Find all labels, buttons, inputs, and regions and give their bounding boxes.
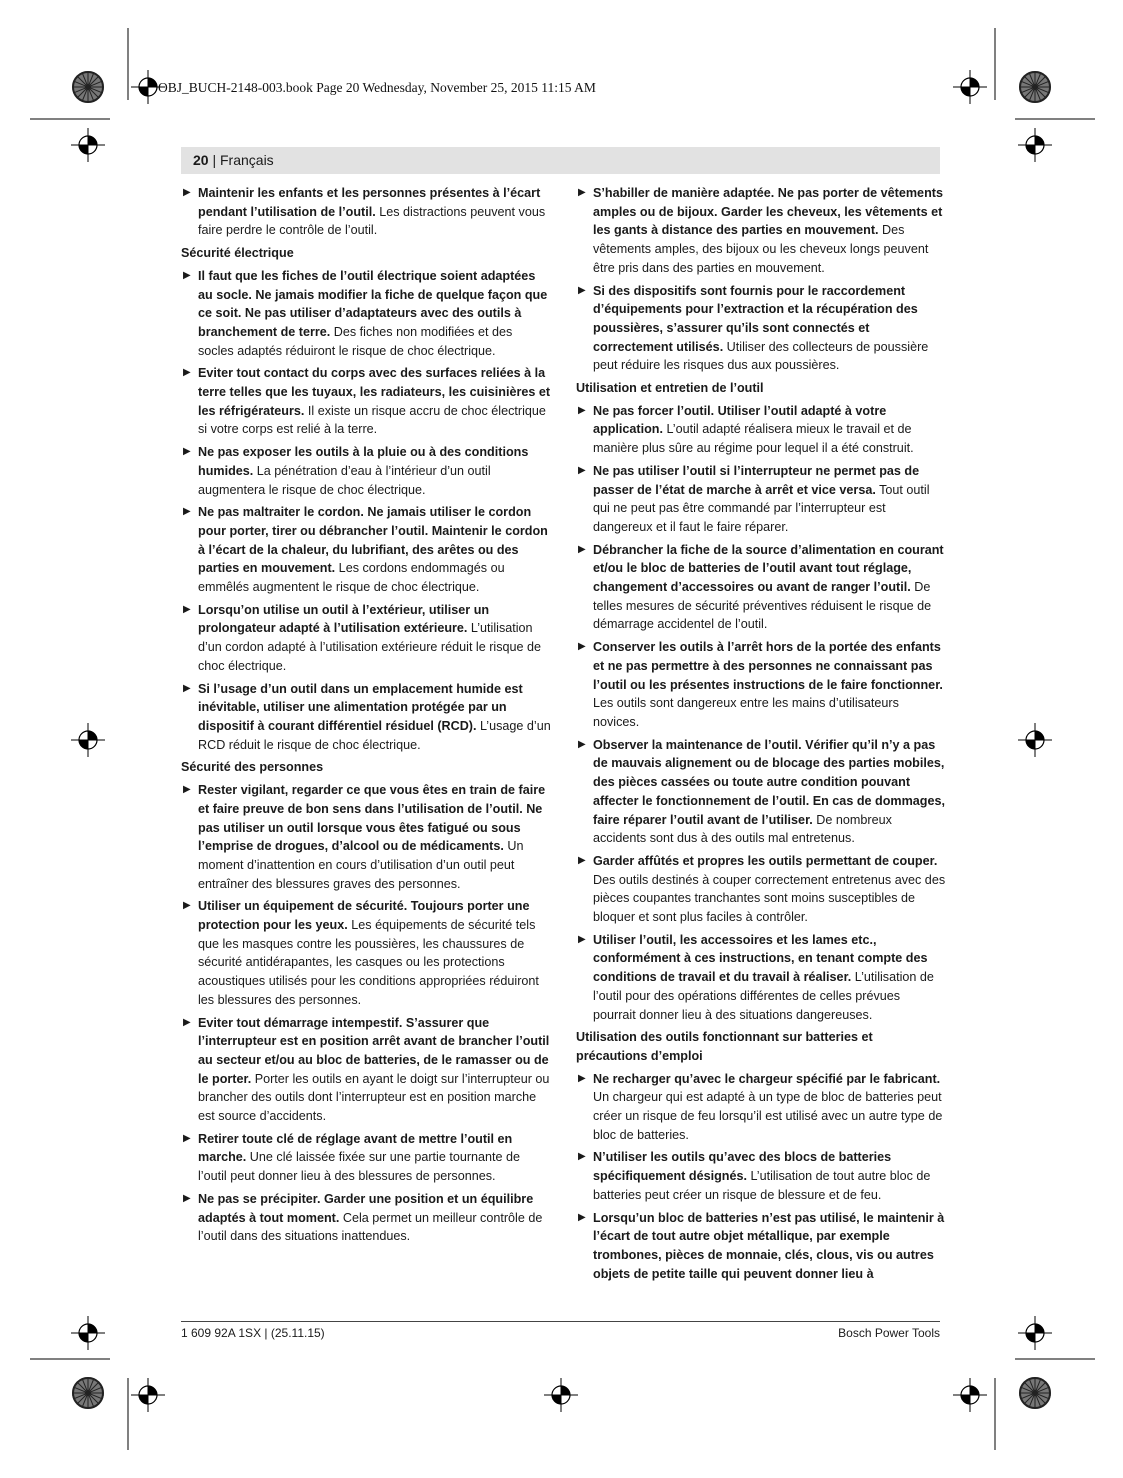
file-info-slug: OBJ_BUCH-2148-003.book Page 20 Wednesday, November 25, 2015 11:15 AM xyxy=(158,80,596,95)
registration-mark-icon xyxy=(1018,723,1052,757)
instruction-bold: Ne pas exposer les outils à la pluie ou à des conditions humides. xyxy=(198,445,529,478)
section-heading: Sécurité des personnes xyxy=(181,760,324,775)
instruction-bold: Ne pas utiliser l’outil si l’interrupteur ne permet pas de passer de l’état de marche à arrêt et vice versa. xyxy=(593,463,920,497)
safety-instruction xyxy=(576,462,946,537)
triangle-bullet-icon: ▶ xyxy=(578,738,586,750)
left-column xyxy=(181,184,551,1250)
instruction-text: Des vêtements amples, des bijoux ou les cheveux longs peuvent être pris dans des parties en mouvement. xyxy=(593,223,929,275)
instruction-text: Il existe un risque accru de choc électrique si votre corps est relié à la terre. xyxy=(198,403,546,437)
safety-instruction xyxy=(181,1190,551,1246)
section-heading: Utilisation des outils fonctionnant sur batteries et précautions d’emploi xyxy=(576,1030,873,1063)
page-number: 20 xyxy=(193,152,209,168)
safety-instruction xyxy=(576,402,946,458)
instruction-text: Les équipements de sécurité tels que les masques contre les poussières, les chaussures de sécurité antidérapantes, les casques ou les protections acoustiques utilisés pour les conditions appropriées réduiront les blessures des personnes. xyxy=(198,918,539,1007)
registration-mark-icon xyxy=(1018,128,1052,162)
registration-mark-icon xyxy=(71,128,105,162)
instruction-bold: Retirer toute clé de réglage avant de mettre l’outil en marche. xyxy=(198,1131,513,1165)
triangle-bullet-icon: ▶ xyxy=(183,1016,191,1028)
instruction-text: Tout outil qui ne peut pas être commandé par l’interrupteur est dangereux et il faut le faire réparer. xyxy=(593,482,930,534)
safety-instruction xyxy=(576,541,946,635)
right-column xyxy=(576,184,946,1287)
instruction-text: De nombreux accidents sont dus à des outils mal entretenus. xyxy=(593,812,892,846)
instruction-bold: Lorsqu’un bloc de batteries n’est pas utilisé, le maintenir à l’écart de tout autre objet métallique, par exemple trombones, pièces de monnaie, clés, clous, vis ou autres objets de petite taille qui peuvent donner lieu à xyxy=(593,1210,945,1281)
instruction-bold: Observer la maintenance de l’outil. Vérifier qu’il n’y a pas de mauvais alignement ou de blocage des parties mobiles, des pièces cassées ou toute autre condition pouvant affecter le fonctionnement de l’outil. En cas de dommages, faire réparer l’outil avant de l’utiliser. xyxy=(593,737,945,827)
instruction-bold: Il faut que les fiches de l’outil électrique soient adaptées au socle. Ne jamais modifier la fiche de quelque façon que ce soit. Ne pas utiliser d’adaptateurs avec des outils à branchement de terre. xyxy=(198,268,548,339)
registration-mark-icon xyxy=(544,1378,578,1412)
instruction-bold: N’utiliser les outils qu’avec des blocs de batteries spécifiquement désignés. xyxy=(593,1150,892,1184)
safety-instruction xyxy=(181,601,551,676)
triangle-bullet-icon: ▶ xyxy=(183,269,191,281)
triangle-bullet-icon: ▶ xyxy=(578,641,586,653)
registration-mark-icon xyxy=(953,1378,987,1412)
triangle-bullet-icon: ▶ xyxy=(183,187,191,198)
section-heading: Utilisation et entretien de l’outil xyxy=(576,381,764,396)
instruction-text: La pénétration d’eau à l’intérieur d’un outil augmentera le risque de choc électrique. xyxy=(198,463,491,497)
triangle-bullet-icon: ▶ xyxy=(183,1132,191,1144)
instruction-text: Les distractions peuvent vous faire perdre le contrôle de l’outil. xyxy=(198,204,546,238)
instruction-text: L’usage d’un RCD réduit le risque de choc électrique. xyxy=(198,718,551,752)
page-header-band xyxy=(181,147,940,174)
safety-instruction xyxy=(576,736,946,848)
safety-instruction xyxy=(576,1209,946,1284)
footer-brand: Bosch Power Tools xyxy=(838,1326,940,1340)
triangle-bullet-icon: ▶ xyxy=(578,464,586,476)
instruction-bold: Si des dispositifs sont fournis pour le raccordement d’équipements pour l’extraction et la récupération des poussières, s’assurer qu’ils sont connectés et correctement utilisés. xyxy=(593,283,918,354)
instruction-text: L’utilisation de l’outil pour des opérations différentes de celles prévues pourrait donner lieu à des situations dangereuses. xyxy=(593,970,934,1022)
instruction-text: De telles mesures de sécurité préventives réduisent le risque de démarrage accidentel de l’outil. xyxy=(593,580,932,632)
safety-instruction xyxy=(181,364,551,439)
triangle-bullet-icon: ▶ xyxy=(183,367,191,379)
triangle-bullet-icon: ▶ xyxy=(183,682,191,694)
instruction-bold: Débrancher la fiche de la source d’alimentation en courant et/ou le bloc de batteries de l’outil avant tout réglage, changement d’accessoires ou avant de ranger l’outil. xyxy=(593,542,944,595)
instruction-bold: Utiliser l’outil, les accessoires et les lames etc., conformément à ces instructions, en tenant compte des conditions de travail et du travail à réaliser. xyxy=(593,932,928,985)
safety-instruction xyxy=(181,443,551,499)
color-bar-star-icon xyxy=(1019,71,1051,103)
triangle-bullet-icon: ▶ xyxy=(183,1192,191,1204)
safety-instruction xyxy=(576,638,946,732)
registration-mark-icon xyxy=(71,1316,105,1350)
color-bar-star-icon xyxy=(72,71,104,103)
triangle-bullet-icon: ▶ xyxy=(578,1072,586,1084)
triangle-bullet-icon: ▶ xyxy=(578,854,586,866)
safety-instruction xyxy=(181,897,551,1009)
instruction-text: Les outils sont dangereux entre les mains d’utilisateurs novices. xyxy=(593,696,899,729)
safety-instruction xyxy=(181,781,551,893)
instruction-bold: Utiliser un équipement de sécurité. Toujours porter une protection pour les yeux. xyxy=(198,899,530,933)
instruction-text: L’outil adapté réalisera mieux le travail et de manière plus sûre au régime pour lequel il a été construit. xyxy=(593,422,914,456)
triangle-bullet-icon: ▶ xyxy=(578,933,586,945)
triangle-bullet-icon: ▶ xyxy=(578,187,586,198)
instruction-text: L’utilisation d’un cordon adapté à l’utilisation extérieure réduit le risque de choc électrique. xyxy=(198,621,542,673)
registration-mark-icon xyxy=(71,723,105,757)
safety-instruction xyxy=(576,931,946,1025)
safety-instruction xyxy=(181,680,551,755)
instruction-text: Un moment d’inattention en cours d’utilisation d’un outil peut entraîner des blessures graves des personnes. xyxy=(198,839,524,891)
instruction-bold: S’habiller de manière adaptée. Ne pas porter de vêtements amples ou de bijoux. Garder les cheveux, les vêtements et les gants à distance des parties en mouvement. xyxy=(593,186,943,238)
footer-rule xyxy=(181,1321,940,1322)
triangle-bullet-icon: ▶ xyxy=(183,900,191,912)
safety-instruction xyxy=(181,503,551,597)
triangle-bullet-icon: ▶ xyxy=(578,284,586,296)
instruction-text: L’utilisation de tout autre bloc de batteries peut créer un risque de blessure et de feu. xyxy=(593,1169,931,1202)
triangle-bullet-icon: ▶ xyxy=(578,404,586,416)
instruction-bold: Ne pas forcer l’outil. Utiliser l’outil adapté à votre application. xyxy=(593,403,887,437)
instruction-bold: Lorsqu’on utilise un outil à l’extérieur, utiliser un prolongateur adapté à l’utilisation extérieure. xyxy=(198,602,490,636)
color-bar-star-icon xyxy=(1019,1377,1051,1409)
instruction-bold: Eviter tout démarrage intempestif. S’assurer que l’interrupteur est en position arrêt avant de brancher l’outil au secteur et/ou au bloc de batteries, de le ramasser ou de le porter. xyxy=(198,1015,550,1086)
registration-mark-icon xyxy=(953,70,987,104)
safety-instruction xyxy=(181,1130,551,1186)
registration-mark-icon xyxy=(1018,1316,1052,1350)
triangle-bullet-icon: ▶ xyxy=(183,784,191,796)
instruction-bold: Maintenir les enfants et les personnes présentes à l’écart pendant l’utilisation de l’outil. xyxy=(198,186,541,219)
safety-instruction xyxy=(181,184,551,240)
safety-instruction xyxy=(181,267,551,361)
color-bar-star-icon xyxy=(72,1377,104,1409)
safety-instruction xyxy=(576,852,946,927)
triangle-bullet-icon: ▶ xyxy=(578,543,586,555)
instruction-bold: Garder affûtés et propres les outils permettant de couper. xyxy=(593,853,938,868)
header-language: Français xyxy=(220,152,274,168)
triangle-bullet-icon: ▶ xyxy=(183,506,191,518)
registration-mark-icon xyxy=(131,1378,165,1412)
instruction-text: Des fiches non modifiées et des socles adaptés réduiront le risque de choc électrique. xyxy=(198,324,513,358)
instruction-text: Une clé laissée fixée sur une partie tournante de l’outil peut donner lieu à des blessures de personnes. xyxy=(198,1150,521,1184)
instruction-text: Utiliser des collecteurs de poussière peut réduire les risques dus aux poussières. xyxy=(593,339,929,373)
instruction-text: Des outils destinés à couper correctement entretenus avec des pièces coupantes tranchantes sont moins susceptibles de bloquer et sont plus faciles à contrôler. xyxy=(593,872,946,925)
triangle-bullet-icon: ▶ xyxy=(578,1151,586,1163)
footer-doc-number: 1 609 92A 1SX | (25.11.15) xyxy=(181,1326,325,1340)
page-header xyxy=(193,152,274,168)
instruction-bold: Ne recharger qu’avec le chargeur spécifié par le fabricant. xyxy=(593,1071,941,1086)
instruction-text: Les cordons endommagés ou emmêlés augmentent le risque de choc électrique. xyxy=(198,561,505,595)
triangle-bullet-icon: ▶ xyxy=(183,446,191,458)
safety-instruction xyxy=(576,184,946,278)
instruction-bold: Ne pas maltraiter le cordon. Ne jamais utiliser le cordon pour porter, tirer ou débrancher l’outil. Maintenir le cordon à l’écart de la chaleur, du lubrifiant, des arêtes ou des parties en mouvement. xyxy=(198,505,548,576)
triangle-bullet-icon: ▶ xyxy=(578,1211,586,1223)
instruction-bold: Eviter tout contact du corps avec des surfaces reliées à la terre telles que les tuyaux, les radiateurs, les cuisinières et les réfrigérateurs. xyxy=(198,366,551,418)
header-separator: | xyxy=(208,152,220,168)
safety-instruction xyxy=(181,1014,551,1126)
instruction-text: Un chargeur qui est adapté à un type de bloc de batteries peut créer un risque de feu lorsqu’il est utilisé avec un autre type de bloc de batteries. xyxy=(593,1090,943,1142)
instruction-bold: Rester vigilant, regarder ce que vous êtes en train de faire et faire preuve de bon sens dans l’utilisation de l’outil. Ne pas utiliser un outil lorsque vous êtes fatigué ou sous l’emprise de drogues, d’alcool ou de médicaments. xyxy=(198,783,546,854)
safety-instruction xyxy=(576,1148,946,1204)
section-heading: Sécurité électrique xyxy=(181,246,294,261)
instruction-bold: Ne pas se précipiter. Garder une position et un équilibre adaptés à tout moment. xyxy=(198,1191,534,1225)
instruction-text: Porter les outils en ayant le doigt sur l’interrupteur ou brancher des outils dont l’interrupteur est en position marche est source d’accidents. xyxy=(198,1071,550,1124)
triangle-bullet-icon: ▶ xyxy=(183,603,191,615)
instruction-bold: Conserver les outils à l’arrêt hors de la portée des enfants et ne pas permettre à des personnes ne connaissant pas l’outil ou les présentes instructions de le faire fonctionner. xyxy=(593,640,943,692)
safety-instruction xyxy=(576,282,946,376)
safety-instruction xyxy=(576,1070,946,1145)
instruction-bold: Si l’usage d’un outil dans un emplacement humide est inévitable, utiliser une alimentation protégée par un dispositif à courant différentiel résiduel (RCD). xyxy=(198,681,523,733)
instruction-text: Cela permet un meilleur contrôle de l’outil dans des situations inattendues. xyxy=(198,1210,543,1244)
